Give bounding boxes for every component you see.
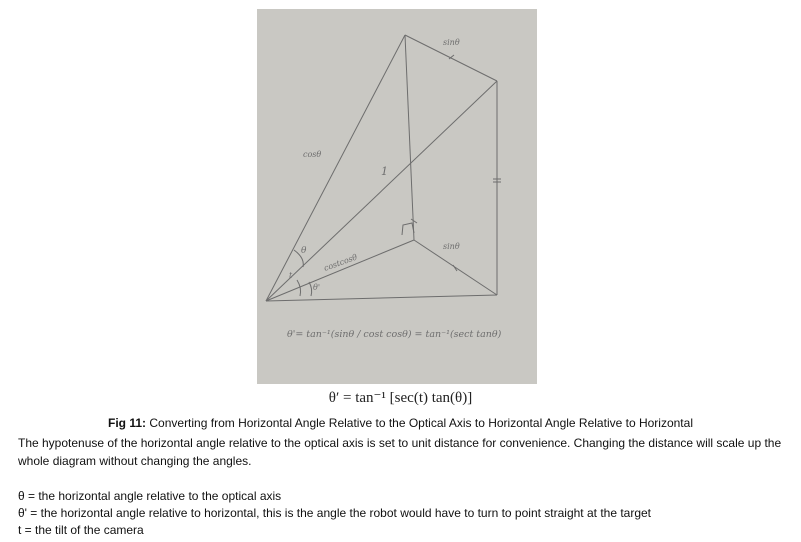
- definition-theta-prime: θ' = the horizontal angle relative to horizontal, this is the angle the robot would have to turn to point straight at the target: [18, 506, 652, 520]
- label-cos-theta: cosθ: [303, 150, 322, 159]
- label-theta-prime: θ': [313, 283, 321, 292]
- caption-label: Fig 11:: [108, 416, 147, 430]
- caption-text: Converting from Horizontal Angle Relative to the Optical Axis to Horizontal Angle Relative to Horizontal: [149, 416, 693, 430]
- equation: θ′ = tan⁻¹ [sec(t) tan(θ)]: [328, 390, 473, 406]
- figure-caption: [0, 416, 801, 430]
- label-t: t: [289, 271, 293, 280]
- paper-background: [257, 9, 537, 384]
- label-cos-t-cos-theta: costcosθ: [322, 252, 359, 273]
- definition-theta: θ = the horizontal angle relative to the optical axis: [18, 489, 282, 503]
- diagram-photo: [257, 9, 537, 384]
- label-theta: θ: [301, 246, 307, 256]
- sketch-formula: θ'= tan⁻¹(sinθ / cost cosθ) = tan⁻¹(sect tanθ): [287, 329, 502, 340]
- definition-t: t = the tilt of the camera: [18, 523, 144, 537]
- sketch-drawing: [257, 9, 537, 384]
- label-one: 1: [381, 165, 388, 178]
- explanation-paragraph: The hypotenuse of the horizontal angle relative to the optical axis is set to unit distance for convenience. Changing the distance will scale up the whole diagram without changing the angles.: [18, 436, 782, 468]
- label-sin-theta-top: sinθ: [443, 38, 460, 47]
- label-sin-theta-mid: sinθ: [443, 242, 460, 251]
